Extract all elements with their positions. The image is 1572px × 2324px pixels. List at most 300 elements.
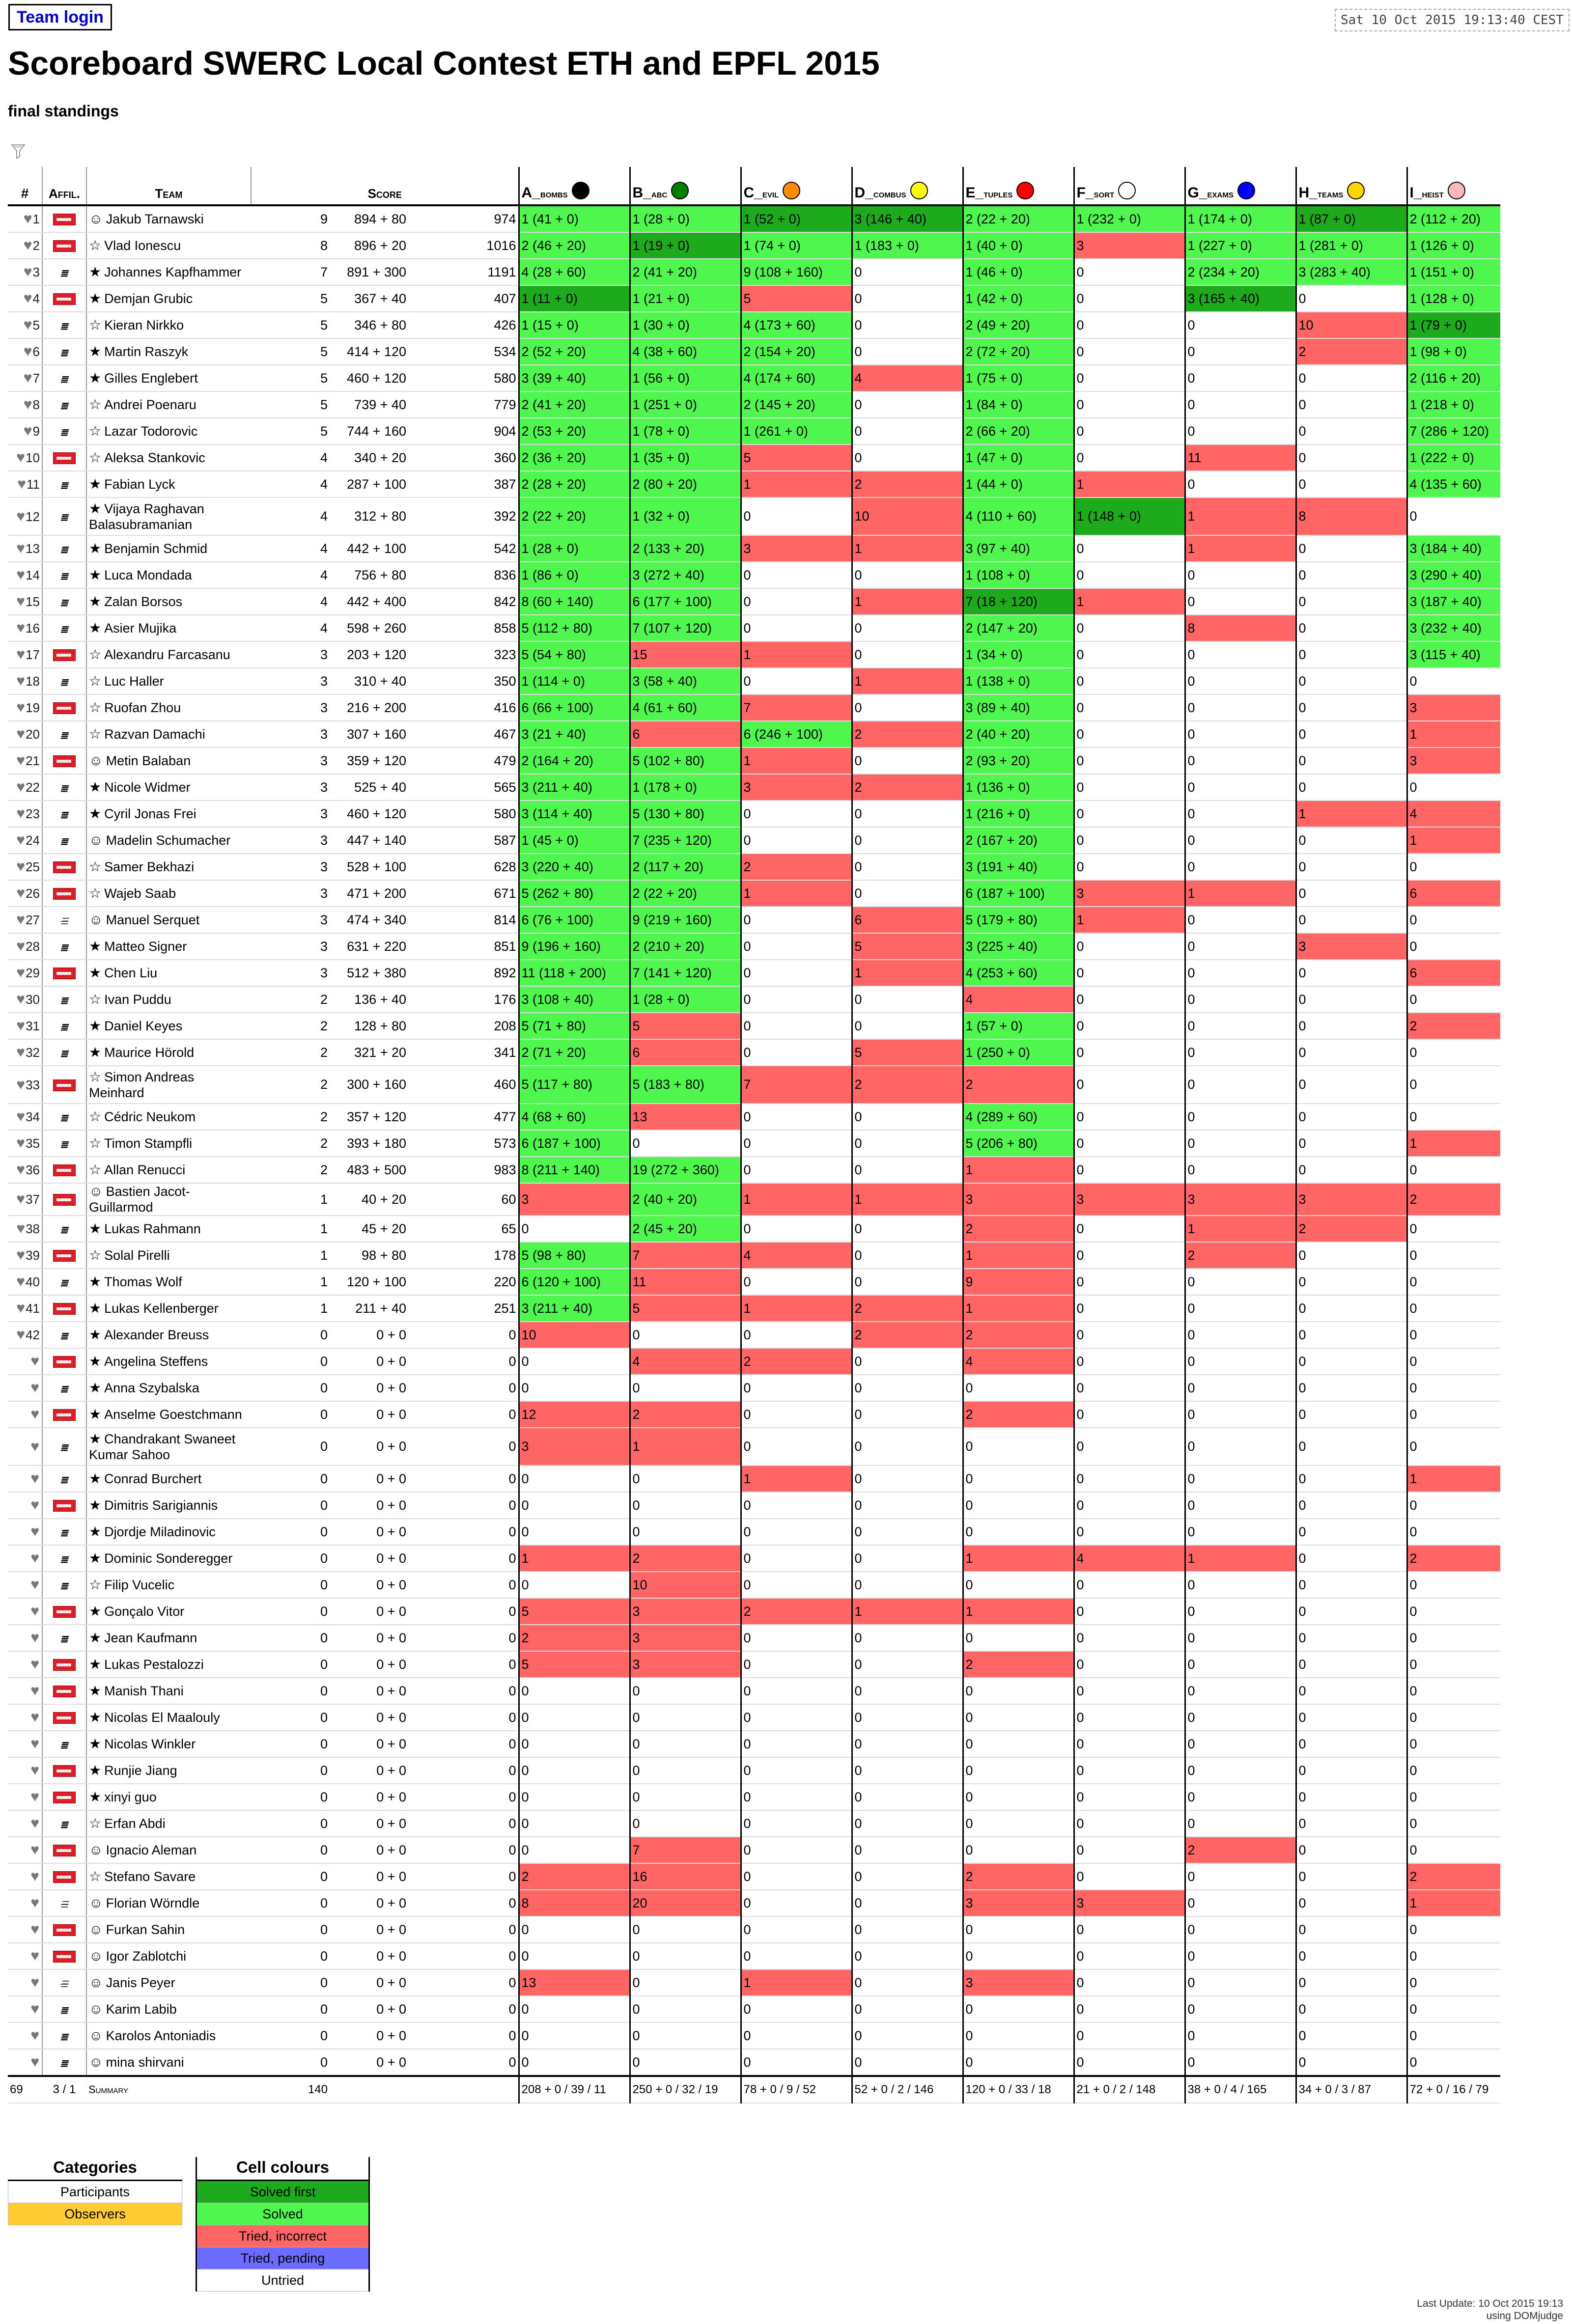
problem-cell-c[interactable]: 0: [741, 2022, 852, 2049]
problem-cell-h[interactable]: 0: [1296, 1492, 1407, 1519]
team-cell[interactable]: [86, 2022, 251, 2049]
problem-cell-d[interactable]: 1: [852, 588, 963, 615]
problem-cell-b[interactable]: 6: [630, 1039, 741, 1066]
problem-cell-e[interactable]: 1 (250 + 0): [963, 1039, 1074, 1066]
problem-cell-g[interactable]: 0: [1185, 471, 1296, 498]
problem-cell-f[interactable]: 0: [1074, 1784, 1185, 1810]
problem-cell-c[interactable]: 0: [741, 1704, 852, 1731]
problem-cell-d[interactable]: 0: [852, 854, 963, 880]
problem-cell-h[interactable]: 0: [1296, 444, 1407, 471]
heart-icon[interactable]: ♥: [30, 1868, 39, 1884]
problem-cell-e[interactable]: 7 (18 + 120): [963, 588, 1074, 615]
problem-cell-e[interactable]: 0: [963, 1996, 1074, 2022]
problem-cell-g[interactable]: 0: [1185, 418, 1296, 444]
problem-cell-g[interactable]: 0: [1185, 1916, 1296, 1943]
problem-cell-c[interactable]: 0: [741, 960, 852, 986]
problem-cell-b[interactable]: 7 (107 + 120): [630, 615, 741, 641]
problem-cell-g[interactable]: 0: [1185, 2022, 1296, 2049]
problem-cell-a[interactable]: 5: [519, 1598, 630, 1625]
problem-cell-f[interactable]: 0: [1074, 1466, 1185, 1492]
problem-cell-a[interactable]: 0: [519, 1996, 630, 2022]
problem-cell-h[interactable]: 0: [1296, 774, 1407, 801]
problem-cell-i[interactable]: 7 (286 + 120): [1407, 418, 1500, 444]
problem-cell-a[interactable]: 1 (11 + 0): [519, 285, 630, 312]
problem-cell-b[interactable]: 2 (40 + 20): [630, 1183, 741, 1216]
problem-cell-e[interactable]: 3: [963, 1183, 1074, 1216]
problem-cell-e[interactable]: 1 (216 + 0): [963, 801, 1074, 827]
problem-cell-b[interactable]: 0: [630, 1757, 741, 1784]
problem-cell-c[interactable]: 2: [741, 1598, 852, 1625]
problem-cell-i[interactable]: 2: [1407, 1183, 1500, 1216]
problem-cell-e[interactable]: 1: [963, 1157, 1074, 1183]
problem-cell-e[interactable]: 9: [963, 1269, 1074, 1295]
problem-cell-c[interactable]: 0: [741, 1428, 852, 1466]
problem-cell-g[interactable]: 8: [1185, 615, 1296, 641]
team-cell[interactable]: [86, 1757, 251, 1784]
problem-cell-h[interactable]: 0: [1296, 641, 1407, 668]
problem-cell-a[interactable]: 0: [519, 1916, 630, 1943]
problem-cell-i[interactable]: 0: [1407, 1375, 1500, 1401]
problem-cell-i[interactable]: 0: [1407, 1157, 1500, 1183]
team-cell[interactable]: [86, 471, 251, 498]
problem-cell-e[interactable]: 4 (253 + 60): [963, 960, 1074, 986]
problem-cell-b[interactable]: 2 (80 + 20): [630, 471, 741, 498]
problem-cell-g[interactable]: 0: [1185, 1731, 1296, 1757]
problem-cell-h[interactable]: 0: [1296, 1969, 1407, 1996]
problem-cell-c[interactable]: 0: [741, 1322, 852, 1348]
problem-cell-g[interactable]: 0: [1185, 1625, 1296, 1651]
problem-cell-b[interactable]: 2 (133 + 20): [630, 535, 741, 562]
problem-cell-f[interactable]: 0: [1074, 1216, 1185, 1242]
problem-cell-g[interactable]: 1: [1185, 535, 1296, 562]
problem-cell-c[interactable]: 0: [741, 1810, 852, 1837]
heart-icon[interactable]: ♥: [30, 1762, 39, 1778]
problem-cell-b[interactable]: 10: [630, 1572, 741, 1598]
problem-cell-e[interactable]: 3 (97 + 40): [963, 535, 1074, 562]
team-cell[interactable]: [86, 1428, 251, 1466]
problem-cell-a[interactable]: 0: [519, 1572, 630, 1598]
problem-cell-h[interactable]: 0: [1296, 471, 1407, 498]
problem-cell-a[interactable]: 1 (28 + 0): [519, 535, 630, 562]
problem-cell-d[interactable]: 1 (183 + 0): [852, 232, 963, 259]
problem-cell-d[interactable]: 0: [852, 1545, 963, 1572]
heart-icon[interactable]: ♥: [16, 1018, 26, 1034]
problem-cell-a[interactable]: 0: [519, 1784, 630, 1810]
problem-cell-a[interactable]: 1 (86 + 0): [519, 562, 630, 588]
problem-cell-b[interactable]: 2 (41 + 20): [630, 259, 741, 285]
problem-cell-i[interactable]: 2: [1407, 1013, 1500, 1039]
problem-cell-h[interactable]: 0: [1296, 1242, 1407, 1269]
problem-cell-e[interactable]: 4: [963, 986, 1074, 1013]
problem-cell-h[interactable]: 1 (281 + 0): [1296, 232, 1407, 259]
problem-cell-d[interactable]: 0: [852, 747, 963, 774]
problem-cell-g[interactable]: 0: [1185, 1572, 1296, 1598]
problem-cell-f[interactable]: 1 (232 + 0): [1074, 205, 1185, 232]
problem-cell-h[interactable]: 0: [1296, 1810, 1407, 1837]
problem-cell-d[interactable]: 0: [852, 1401, 963, 1428]
problem-cell-h[interactable]: 0: [1296, 1348, 1407, 1375]
team-cell[interactable]: [86, 721, 251, 747]
problem-cell-c[interactable]: 0: [741, 668, 852, 694]
problem-header-g[interactable]: G_exams: [1185, 167, 1296, 205]
heart-icon[interactable]: ♥: [16, 1076, 26, 1093]
heart-icon[interactable]: ♥: [23, 370, 32, 386]
heart-icon[interactable]: ♥: [30, 1523, 39, 1540]
problem-cell-e[interactable]: 2 (72 + 20): [963, 338, 1074, 365]
problem-cell-i[interactable]: 0: [1407, 986, 1500, 1013]
heart-icon[interactable]: ♥: [30, 1406, 39, 1422]
team-cell[interactable]: [86, 1969, 251, 1996]
problem-cell-f[interactable]: 0: [1074, 1104, 1185, 1130]
team-cell[interactable]: [86, 1066, 251, 1104]
problem-cell-a[interactable]: 8 (60 + 140): [519, 588, 630, 615]
problem-cell-e[interactable]: 2 (93 + 20): [963, 747, 1074, 774]
problem-cell-h[interactable]: 0: [1296, 1837, 1407, 1863]
problem-cell-a[interactable]: 2 (71 + 20): [519, 1039, 630, 1066]
team-cell[interactable]: [86, 1322, 251, 1348]
problem-cell-a[interactable]: 5 (71 + 80): [519, 1013, 630, 1039]
problem-cell-h[interactable]: 0: [1296, 365, 1407, 391]
problem-cell-c[interactable]: 0: [741, 1651, 852, 1678]
problem-cell-b[interactable]: 2 (22 + 20): [630, 880, 741, 907]
problem-cell-b[interactable]: 0: [630, 1916, 741, 1943]
problem-cell-h[interactable]: 0: [1296, 1039, 1407, 1066]
heart-icon[interactable]: ♥: [16, 1191, 26, 1207]
problem-cell-d[interactable]: 5: [852, 1039, 963, 1066]
problem-cell-c[interactable]: 0: [741, 1157, 852, 1183]
problem-cell-c[interactable]: 0: [741, 1837, 852, 1863]
heart-icon[interactable]: ♥: [30, 1948, 39, 1964]
problem-cell-d[interactable]: 0: [852, 259, 963, 285]
problem-header-c[interactable]: C_evil: [741, 167, 852, 205]
problem-cell-b[interactable]: 0: [630, 1466, 741, 1492]
problem-cell-b[interactable]: 1 (28 + 0): [630, 205, 741, 232]
problem-cell-e[interactable]: 1 (42 + 0): [963, 285, 1074, 312]
problem-cell-a[interactable]: 9 (196 + 160): [519, 933, 630, 960]
problem-cell-i[interactable]: 0: [1407, 1784, 1500, 1810]
problem-cell-d[interactable]: 0: [852, 1492, 963, 1519]
problem-cell-b[interactable]: 5 (183 + 80): [630, 1066, 741, 1104]
problem-cell-i[interactable]: 0: [1407, 1401, 1500, 1428]
problem-cell-h[interactable]: 0: [1296, 1625, 1407, 1651]
problem-cell-c[interactable]: 0: [741, 1784, 852, 1810]
team-cell[interactable]: [86, 1466, 251, 1492]
problem-cell-f[interactable]: 0: [1074, 1837, 1185, 1863]
problem-header-f[interactable]: F_sort: [1074, 167, 1185, 205]
team-cell[interactable]: [86, 907, 251, 933]
problem-cell-e[interactable]: 0: [963, 1625, 1074, 1651]
team-cell[interactable]: [86, 960, 251, 986]
problem-cell-e[interactable]: 2 (49 + 20): [963, 312, 1074, 338]
problem-cell-i[interactable]: 0: [1407, 854, 1500, 880]
problem-cell-h[interactable]: 3: [1296, 933, 1407, 960]
problem-cell-b[interactable]: 0: [630, 1810, 741, 1837]
problem-cell-c[interactable]: 4: [741, 1242, 852, 1269]
team-cell[interactable]: [86, 747, 251, 774]
problem-cell-e[interactable]: 0: [963, 1519, 1074, 1545]
problem-cell-f[interactable]: 0: [1074, 535, 1185, 562]
team-cell[interactable]: [86, 259, 251, 285]
problem-cell-d[interactable]: 0: [852, 1104, 963, 1130]
problem-cell-e[interactable]: 2: [963, 1322, 1074, 1348]
problem-cell-g[interactable]: 0: [1185, 1757, 1296, 1784]
problem-cell-h[interactable]: 0: [1296, 880, 1407, 907]
problem-cell-g[interactable]: 0: [1185, 1039, 1296, 1066]
problem-cell-h[interactable]: 0: [1296, 2022, 1407, 2049]
problem-cell-e[interactable]: 1 (46 + 0): [963, 259, 1074, 285]
problem-cell-i[interactable]: 3 (184 + 40): [1407, 535, 1500, 562]
problem-cell-e[interactable]: 2: [963, 1066, 1074, 1104]
problem-cell-g[interactable]: 1: [1185, 1216, 1296, 1242]
problem-cell-h[interactable]: 1: [1296, 801, 1407, 827]
problem-cell-a[interactable]: 1 (114 + 0): [519, 668, 630, 694]
problem-header-e[interactable]: E_tuples: [963, 167, 1074, 205]
problem-cell-c[interactable]: 0: [741, 1545, 852, 1572]
problem-cell-e[interactable]: 1: [963, 1242, 1074, 1269]
problem-cell-b[interactable]: 3: [630, 1625, 741, 1651]
team-cell[interactable]: [86, 1242, 251, 1269]
problem-cell-f[interactable]: 0: [1074, 827, 1185, 854]
problem-cell-g[interactable]: 0: [1185, 1157, 1296, 1183]
problem-cell-a[interactable]: 3 (114 + 40): [519, 801, 630, 827]
problem-cell-d[interactable]: 0: [852, 1572, 963, 1598]
problem-cell-c[interactable]: 2: [741, 854, 852, 880]
problem-cell-g[interactable]: 0: [1185, 1890, 1296, 1916]
problem-cell-g[interactable]: 0: [1185, 1428, 1296, 1466]
problem-cell-c[interactable]: 0: [741, 1916, 852, 1943]
problem-cell-d[interactable]: 0: [852, 986, 963, 1013]
problem-cell-a[interactable]: 0: [519, 1466, 630, 1492]
team-cell[interactable]: [86, 418, 251, 444]
team-cell[interactable]: [86, 827, 251, 854]
problem-cell-f[interactable]: 0: [1074, 1157, 1185, 1183]
problem-cell-c[interactable]: 0: [741, 2049, 852, 2076]
problem-cell-e[interactable]: 3 (225 + 40): [963, 933, 1074, 960]
problem-cell-h[interactable]: 0: [1296, 1130, 1407, 1157]
problem-cell-i[interactable]: 1 (79 + 0): [1407, 312, 1500, 338]
problem-cell-d[interactable]: 2: [852, 721, 963, 747]
heart-icon[interactable]: ♥: [23, 396, 32, 413]
team-cell[interactable]: [86, 1572, 251, 1598]
problem-cell-d[interactable]: 0: [852, 694, 963, 721]
problem-cell-c[interactable]: 0: [741, 1757, 852, 1784]
problem-cell-c[interactable]: 3: [741, 774, 852, 801]
problem-cell-e[interactable]: 1 (34 + 0): [963, 641, 1074, 668]
heart-icon[interactable]: ♥: [16, 991, 26, 1007]
problem-cell-f[interactable]: 1: [1074, 471, 1185, 498]
problem-cell-e[interactable]: 2: [963, 1216, 1074, 1242]
problem-cell-f[interactable]: 0: [1074, 1943, 1185, 1969]
problem-cell-e[interactable]: 1: [963, 1545, 1074, 1572]
problem-cell-f[interactable]: 0: [1074, 615, 1185, 641]
problem-cell-e[interactable]: 4 (110 + 60): [963, 498, 1074, 535]
problem-cell-e[interactable]: 2 (40 + 20): [963, 721, 1074, 747]
heart-icon[interactable]: ♥: [16, 726, 26, 742]
problem-cell-f[interactable]: 0: [1074, 774, 1185, 801]
problem-cell-a[interactable]: 1: [519, 1545, 630, 1572]
problem-cell-h[interactable]: 2: [1296, 1216, 1407, 1242]
problem-cell-h[interactable]: 0: [1296, 418, 1407, 444]
problem-cell-c[interactable]: 0: [741, 1625, 852, 1651]
problem-cell-i[interactable]: 3: [1407, 694, 1500, 721]
problem-cell-g[interactable]: 2 (234 + 20): [1185, 259, 1296, 285]
problem-cell-g[interactable]: 0: [1185, 588, 1296, 615]
problem-cell-b[interactable]: 0: [630, 1375, 741, 1401]
problem-cell-d[interactable]: 0: [852, 1428, 963, 1466]
problem-cell-f[interactable]: 0: [1074, 1039, 1185, 1066]
problem-cell-i[interactable]: 3 (187 + 40): [1407, 588, 1500, 615]
problem-cell-a[interactable]: 0: [519, 1943, 630, 1969]
team-cell[interactable]: [86, 1651, 251, 1678]
problem-cell-a[interactable]: 3 (211 + 40): [519, 1295, 630, 1322]
problem-cell-a[interactable]: 3 (220 + 40): [519, 854, 630, 880]
problem-cell-a[interactable]: 11 (118 + 200): [519, 960, 630, 986]
problem-cell-h[interactable]: 0: [1296, 1375, 1407, 1401]
problem-cell-b[interactable]: 1 (56 + 0): [630, 365, 741, 391]
problem-cell-a[interactable]: 0: [519, 1757, 630, 1784]
team-cell[interactable]: [86, 1996, 251, 2022]
problem-cell-c[interactable]: 0: [741, 1863, 852, 1890]
problem-cell-i[interactable]: 0: [1407, 1969, 1500, 1996]
problem-cell-a[interactable]: 3 (211 + 40): [519, 774, 630, 801]
problem-cell-f[interactable]: 0: [1074, 1996, 1185, 2022]
problem-cell-c[interactable]: 1: [741, 1969, 852, 1996]
problem-cell-i[interactable]: 0: [1407, 1322, 1500, 1348]
problem-cell-g[interactable]: 3 (165 + 40): [1185, 285, 1296, 312]
problem-cell-f[interactable]: 0: [1074, 1492, 1185, 1519]
problem-cell-b[interactable]: 2 (45 + 20): [630, 1216, 741, 1242]
problem-cell-g[interactable]: 11: [1185, 444, 1296, 471]
problem-cell-d[interactable]: 0: [852, 338, 963, 365]
problem-cell-g[interactable]: 0: [1185, 365, 1296, 391]
problem-cell-e[interactable]: 2: [963, 1401, 1074, 1428]
problem-cell-a[interactable]: 13: [519, 1969, 630, 1996]
problem-cell-g[interactable]: 0: [1185, 907, 1296, 933]
problem-cell-f[interactable]: 3: [1074, 232, 1185, 259]
team-cell[interactable]: [86, 1810, 251, 1837]
problem-cell-a[interactable]: 2 (164 + 20): [519, 747, 630, 774]
heart-icon[interactable]: ♥: [30, 1380, 39, 1396]
heart-icon[interactable]: ♥: [16, 912, 26, 928]
problem-cell-c[interactable]: 2 (154 + 20): [741, 338, 852, 365]
problem-cell-h[interactable]: 0: [1296, 1890, 1407, 1916]
problem-cell-i[interactable]: 0: [1407, 1598, 1500, 1625]
problem-cell-h[interactable]: 0: [1296, 1545, 1407, 1572]
problem-cell-e[interactable]: 0: [963, 1810, 1074, 1837]
problem-cell-g[interactable]: 0: [1185, 1348, 1296, 1375]
heart-icon[interactable]: ♥: [16, 620, 26, 636]
team-cell[interactable]: [86, 588, 251, 615]
problem-cell-i[interactable]: 2 (112 + 20): [1407, 205, 1500, 232]
problem-cell-c[interactable]: 0: [741, 1572, 852, 1598]
team-cell[interactable]: [86, 1678, 251, 1704]
problem-cell-e[interactable]: 3: [963, 1890, 1074, 1916]
problem-cell-e[interactable]: 0: [963, 1375, 1074, 1401]
problem-cell-g[interactable]: 0: [1185, 641, 1296, 668]
problem-cell-h[interactable]: 0: [1296, 1295, 1407, 1322]
problem-cell-d[interactable]: 5: [852, 933, 963, 960]
problem-cell-i[interactable]: 0: [1407, 1731, 1500, 1757]
problem-cell-i[interactable]: 0: [1407, 1810, 1500, 1837]
problem-cell-b[interactable]: 0: [630, 1492, 741, 1519]
problem-cell-e[interactable]: 4 (289 + 60): [963, 1104, 1074, 1130]
problem-cell-c[interactable]: 0: [741, 1216, 852, 1242]
problem-cell-h[interactable]: 0: [1296, 907, 1407, 933]
problem-cell-c[interactable]: 1: [741, 471, 852, 498]
problem-cell-a[interactable]: 8 (211 + 140): [519, 1157, 630, 1183]
problem-cell-f[interactable]: 0: [1074, 418, 1185, 444]
problem-cell-g[interactable]: 0: [1185, 933, 1296, 960]
problem-cell-d[interactable]: 0: [852, 1375, 963, 1401]
problem-cell-i[interactable]: 1 (151 + 0): [1407, 259, 1500, 285]
problem-cell-g[interactable]: 0: [1185, 1598, 1296, 1625]
heart-icon[interactable]: ♥: [30, 2027, 39, 2044]
problem-cell-b[interactable]: 0: [630, 1130, 741, 1157]
problem-cell-g[interactable]: 0: [1185, 854, 1296, 880]
problem-cell-f[interactable]: 0: [1074, 1731, 1185, 1757]
heart-icon[interactable]: ♥: [16, 805, 26, 822]
problem-cell-a[interactable]: 2: [519, 1625, 630, 1651]
problem-cell-a[interactable]: 0: [519, 1704, 630, 1731]
problem-cell-h[interactable]: 0: [1296, 721, 1407, 747]
problem-cell-f[interactable]: 0: [1074, 986, 1185, 1013]
problem-cell-a[interactable]: 2: [519, 1863, 630, 1890]
problem-cell-d[interactable]: 0: [852, 1466, 963, 1492]
heart-icon[interactable]: ♥: [16, 1327, 26, 1343]
problem-cell-b[interactable]: 0: [630, 2022, 741, 2049]
team-cell[interactable]: [86, 1545, 251, 1572]
problem-cell-d[interactable]: 0: [852, 312, 963, 338]
problem-cell-i[interactable]: 1 (128 + 0): [1407, 285, 1500, 312]
problem-cell-c[interactable]: 0: [741, 827, 852, 854]
heart-icon[interactable]: ♥: [30, 1656, 39, 1672]
problem-cell-b[interactable]: 1 (251 + 0): [630, 391, 741, 418]
problem-cell-e[interactable]: 3 (191 + 40): [963, 854, 1074, 880]
problem-cell-c[interactable]: 1: [741, 1183, 852, 1216]
problem-cell-a[interactable]: 5 (112 + 80): [519, 615, 630, 641]
problem-cell-h[interactable]: 2: [1296, 338, 1407, 365]
problem-cell-c[interactable]: 1: [741, 641, 852, 668]
heart-icon[interactable]: ♥: [16, 832, 26, 848]
team-cell[interactable]: [86, 1784, 251, 1810]
team-cell[interactable]: [86, 1916, 251, 1943]
heart-icon[interactable]: ♥: [16, 938, 26, 954]
problem-cell-d[interactable]: 0: [852, 1784, 963, 1810]
problem-cell-d[interactable]: 0: [852, 1130, 963, 1157]
team-cell[interactable]: [86, 1269, 251, 1295]
heart-icon[interactable]: ♥: [30, 2054, 39, 2070]
problem-cell-c[interactable]: 9 (108 + 160): [741, 259, 852, 285]
problem-cell-c[interactable]: 0: [741, 1401, 852, 1428]
problem-cell-d[interactable]: 0: [852, 285, 963, 312]
team-cell[interactable]: [86, 2049, 251, 2076]
problem-cell-b[interactable]: 2: [630, 1401, 741, 1428]
problem-cell-i[interactable]: 1: [1407, 827, 1500, 854]
problem-cell-e[interactable]: 4: [963, 1348, 1074, 1375]
problem-cell-b[interactable]: 3: [630, 1598, 741, 1625]
team-cell[interactable]: [86, 854, 251, 880]
problem-cell-b[interactable]: 5: [630, 1295, 741, 1322]
problem-cell-g[interactable]: 0: [1185, 801, 1296, 827]
problem-header-i[interactable]: I_heist: [1407, 167, 1500, 205]
problem-cell-b[interactable]: 1 (21 + 0): [630, 285, 741, 312]
problem-cell-c[interactable]: 0: [741, 1104, 852, 1130]
problem-cell-d[interactable]: 0: [852, 2049, 963, 2076]
problem-cell-g[interactable]: 0: [1185, 1969, 1296, 1996]
problem-cell-i[interactable]: 1 (218 + 0): [1407, 391, 1500, 418]
team-cell[interactable]: [86, 1183, 251, 1216]
problem-cell-f[interactable]: 0: [1074, 285, 1185, 312]
